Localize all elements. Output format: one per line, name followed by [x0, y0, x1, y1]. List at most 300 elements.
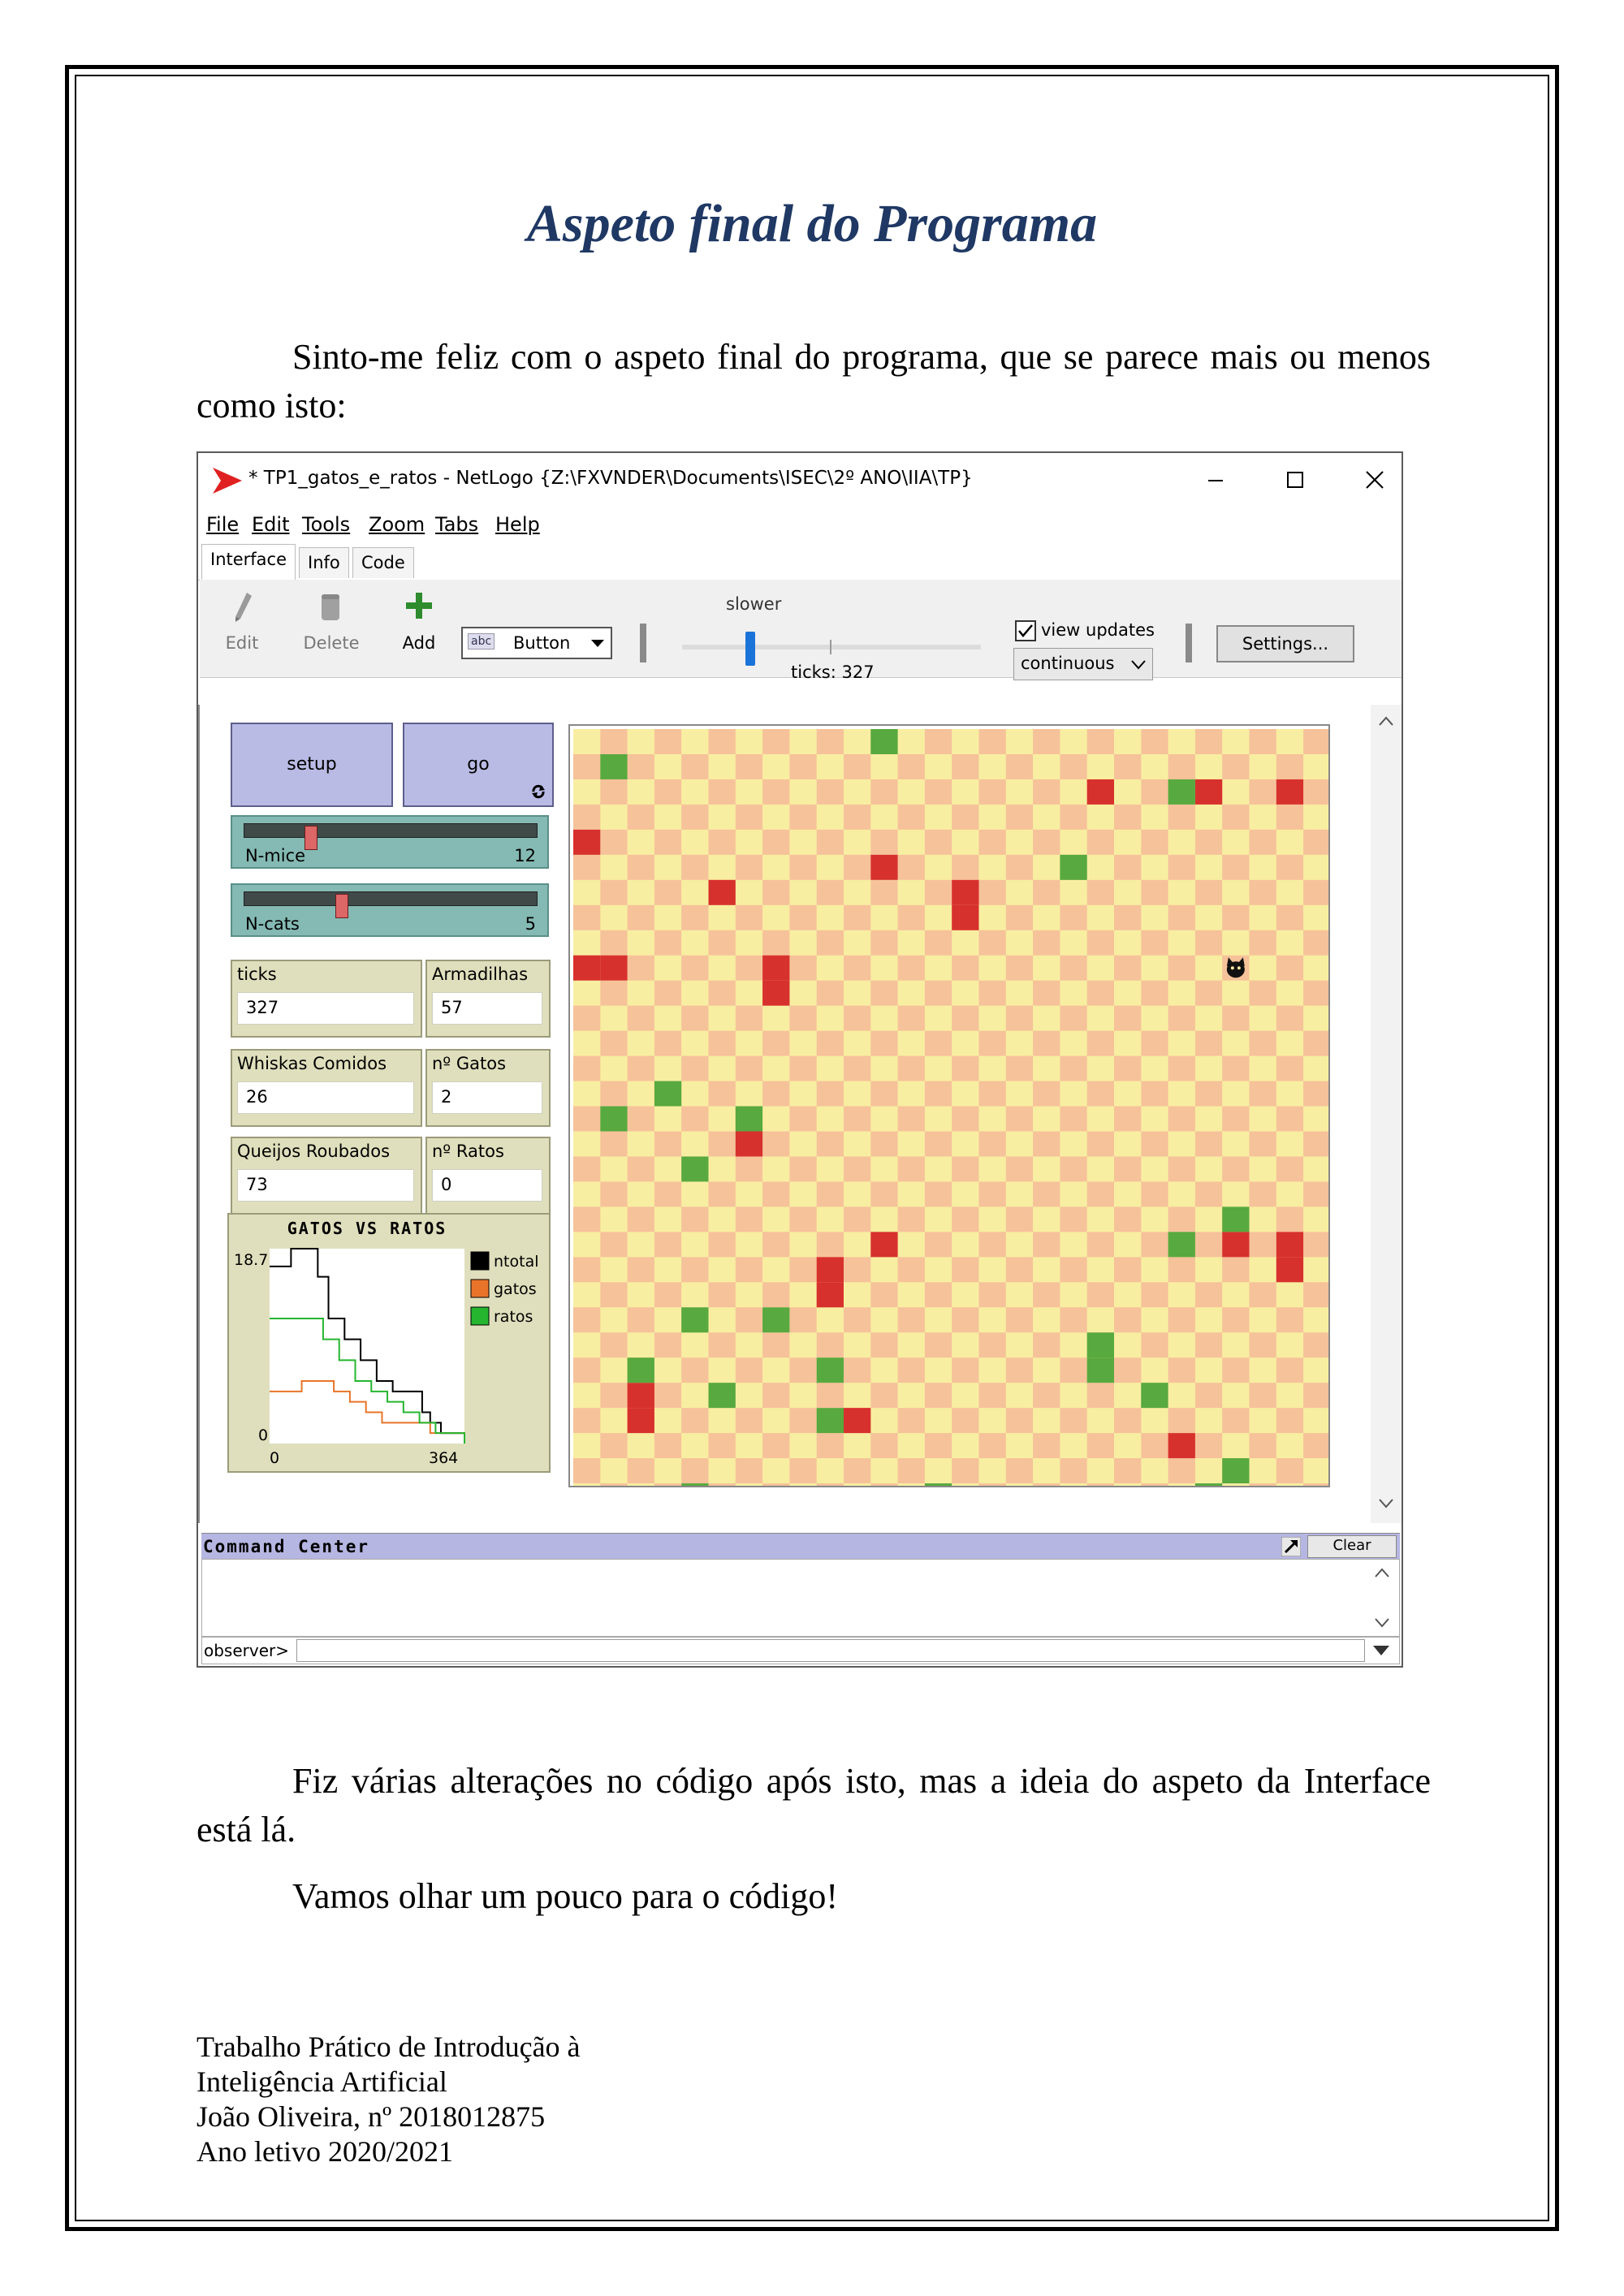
patch: [654, 1483, 682, 1486]
slider-track: [244, 823, 538, 838]
menu-tools[interactable]: Tools: [302, 513, 351, 536]
patch: [654, 1132, 682, 1157]
patch: [628, 855, 655, 880]
patch: [1250, 855, 1277, 880]
settings-button[interactable]: Settings...: [1216, 625, 1354, 662]
patch: [1114, 1483, 1142, 1486]
patch: [844, 1107, 871, 1132]
trap-patch: [762, 981, 789, 1006]
command-input[interactable]: [296, 1639, 1365, 1662]
patch: [681, 1081, 709, 1107]
patch: [1168, 855, 1196, 880]
view-updates-checkbox[interactable]: [1015, 620, 1036, 641]
patch: [628, 1307, 655, 1332]
patch: [870, 1458, 898, 1483]
patch: [844, 1257, 871, 1282]
patch: [600, 1181, 628, 1206]
patch: [979, 930, 1007, 956]
patch: [1222, 855, 1250, 880]
patch: [925, 905, 952, 930]
patch: [573, 1031, 601, 1056]
patch: [898, 855, 926, 880]
patch: [573, 1132, 601, 1157]
patch: [681, 1383, 709, 1408]
patch: [1250, 1031, 1277, 1056]
patch: [709, 779, 736, 805]
patch: [844, 1006, 871, 1031]
patch: [681, 729, 709, 754]
monitor-value: 327: [237, 992, 414, 1025]
patch: [1276, 1357, 1304, 1383]
tab-info[interactable]: Info: [299, 547, 349, 578]
patch: [1303, 1006, 1328, 1031]
patch: [898, 905, 926, 930]
patch: [654, 981, 682, 1006]
patch: [1303, 1056, 1328, 1081]
patch: [1114, 729, 1142, 754]
patch: [844, 1307, 871, 1332]
patch: [1168, 1332, 1196, 1357]
patch: [1303, 729, 1328, 754]
world-view[interactable]: [568, 724, 1330, 1487]
patch: [573, 1206, 601, 1232]
patch: [870, 1383, 898, 1408]
minimize-icon[interactable]: [1190, 461, 1239, 498]
patch: [709, 1031, 736, 1056]
patch: [1114, 1232, 1142, 1257]
legend-swatch: [471, 1307, 489, 1325]
patch: [925, 1107, 952, 1132]
patch: [736, 1156, 763, 1181]
patch: [789, 729, 817, 754]
patch: [573, 1056, 601, 1081]
patch: [736, 956, 763, 981]
tab-code[interactable]: Code: [352, 547, 414, 578]
patch: [1006, 981, 1034, 1006]
patch: [1222, 1307, 1250, 1332]
patch: [789, 805, 817, 830]
patch: [1141, 1156, 1168, 1181]
patch: [789, 1181, 817, 1206]
patch: [762, 729, 790, 754]
patch: [1141, 1307, 1168, 1332]
slider-thumb[interactable]: [335, 894, 348, 918]
patch: [1222, 1433, 1250, 1458]
patch: [654, 729, 682, 754]
patch: [1087, 1181, 1115, 1206]
x-tick-label: 0: [270, 1449, 280, 1467]
edit-button[interactable]: Edit: [225, 633, 259, 653]
patch: [1168, 1081, 1196, 1107]
patch: [1006, 1181, 1034, 1206]
patch: [1303, 1181, 1328, 1206]
patch: [709, 1107, 736, 1132]
menu-tabs[interactable]: Tabs: [435, 513, 479, 536]
patch: [1006, 1232, 1034, 1257]
patch: [600, 1383, 628, 1408]
patch: [681, 905, 709, 930]
patch: [762, 1006, 790, 1031]
patch: [1141, 855, 1168, 880]
patch: [600, 1031, 628, 1056]
trap-patch: [628, 1408, 654, 1433]
patch: [1006, 1031, 1034, 1056]
patch: [952, 1483, 979, 1486]
legend-label: ntotal: [494, 1253, 539, 1271]
trap-patch: [844, 1408, 870, 1433]
patch: [573, 981, 601, 1006]
patch: [654, 1282, 682, 1307]
patch: [1250, 805, 1277, 830]
patch: [952, 1081, 979, 1107]
patch: [979, 729, 1007, 754]
command-center-bar: [201, 1533, 1400, 1560]
patch: [628, 956, 655, 981]
patch: [654, 956, 682, 981]
patch: [762, 1181, 790, 1206]
patch: [1276, 1081, 1304, 1107]
patch: [789, 1357, 817, 1383]
patch: [925, 1006, 952, 1031]
patch: [709, 1081, 736, 1107]
menu-edit[interactable]: Edit: [252, 513, 290, 536]
patch: [1222, 1056, 1250, 1081]
patch: [681, 779, 709, 805]
patch: [1222, 729, 1250, 754]
close-icon[interactable]: [1350, 461, 1398, 498]
add-button[interactable]: Add: [402, 633, 436, 653]
patch: [925, 779, 952, 805]
patch: [1222, 830, 1250, 855]
patch: [1033, 1282, 1060, 1307]
patch: [844, 1433, 871, 1458]
patch: [817, 1458, 844, 1483]
patch: [925, 830, 952, 855]
widget-type-select[interactable]: [461, 627, 612, 659]
patch: [952, 830, 979, 855]
patch: [1060, 1458, 1087, 1483]
world-canvas[interactable]: [570, 726, 1328, 1486]
maximize-icon[interactable]: [1270, 461, 1319, 498]
menu-zoom[interactable]: Zoom: [369, 513, 425, 536]
patch: [870, 779, 898, 805]
patch: [789, 779, 817, 805]
patch: [628, 981, 655, 1006]
patch: [1114, 1107, 1142, 1132]
patch: [789, 1408, 817, 1433]
patch: [817, 1031, 844, 1056]
patch: [1222, 1408, 1250, 1433]
patch: [1276, 1006, 1304, 1031]
patch: [1276, 981, 1304, 1006]
patch: [1033, 1081, 1060, 1107]
patch: [1168, 1107, 1196, 1132]
patch: [736, 1081, 763, 1107]
patch: [1222, 880, 1250, 905]
patch: [870, 905, 898, 930]
patch: [1168, 1483, 1196, 1486]
patch: [709, 1483, 736, 1486]
patch: [1250, 1181, 1277, 1206]
patch: [1006, 1383, 1034, 1408]
patch: [1303, 754, 1328, 779]
patch: [573, 1181, 601, 1206]
patch: [1195, 1006, 1223, 1031]
patch: [1195, 1156, 1223, 1181]
patch: [979, 1458, 1007, 1483]
history-dropdown-icon[interactable]: [1371, 1644, 1391, 1657]
patch: [681, 1206, 709, 1232]
patch: [925, 1332, 952, 1357]
trap-patch: [628, 1383, 654, 1408]
patch: [1168, 1132, 1196, 1157]
tab-strip: [198, 544, 1402, 580]
patch: [628, 1156, 655, 1181]
patch: [979, 1132, 1007, 1157]
patch: [898, 1282, 926, 1307]
patch: [1033, 1357, 1060, 1383]
patch: [709, 956, 736, 981]
patch: [1276, 1458, 1304, 1483]
patch: [762, 1483, 790, 1486]
patch: [952, 729, 979, 754]
patch: [600, 855, 628, 880]
menu-help[interactable]: Help: [495, 513, 540, 536]
patch: [736, 1181, 763, 1206]
trap-patch: [736, 1132, 762, 1157]
patch: [1087, 1433, 1115, 1458]
patch: [925, 1181, 952, 1206]
patch: [870, 1056, 898, 1081]
monitor-whiskas-comidos: [231, 1049, 422, 1127]
patch: [654, 779, 682, 805]
speed-slider-thumb[interactable]: [745, 632, 755, 666]
patch: [1168, 1031, 1196, 1056]
patch: [1168, 1206, 1196, 1232]
title-bar: [198, 453, 1402, 508]
patch: [1250, 981, 1277, 1006]
patch: [1276, 1181, 1304, 1206]
patch: [952, 1006, 979, 1031]
patch: [736, 1031, 763, 1056]
patch: [1168, 1307, 1196, 1332]
patch: [628, 830, 655, 855]
patch: [898, 1383, 926, 1408]
patch: [1114, 779, 1142, 805]
speed-slider-track[interactable]: [682, 645, 981, 650]
patch: [817, 1332, 844, 1357]
setup-button[interactable]: setup: [231, 723, 393, 807]
patch: [1006, 1483, 1034, 1486]
patch: [1006, 1107, 1034, 1132]
command-input-row: [201, 1637, 1400, 1664]
scroll-down-icon[interactable]: [1375, 1618, 1389, 1628]
patch: [1195, 1332, 1223, 1357]
patch: [1087, 930, 1115, 956]
patch: [1303, 1081, 1328, 1107]
patch: [762, 1282, 790, 1307]
cheese-patch: [736, 1107, 762, 1132]
patch: [844, 1132, 871, 1157]
patch: [1222, 905, 1250, 930]
patch: [870, 1206, 898, 1232]
patch: [979, 981, 1007, 1006]
cheese-patch: [681, 1156, 708, 1181]
patch: [952, 1056, 979, 1081]
patch: [681, 754, 709, 779]
patch: [925, 930, 952, 956]
scroll-up-icon[interactable]: [1375, 1568, 1389, 1577]
patch: [870, 1257, 898, 1282]
delete-button[interactable]: Delete: [303, 633, 360, 653]
toolbar: [200, 580, 1402, 682]
patch: [1195, 905, 1223, 930]
patch: [654, 754, 682, 779]
patch: [1087, 830, 1115, 855]
patch: [979, 779, 1007, 805]
patch: [1303, 1206, 1328, 1232]
patch: [654, 1156, 682, 1181]
patch: [654, 1357, 682, 1383]
patch: [1195, 1282, 1223, 1307]
patch: [600, 905, 628, 930]
n-mice-slider[interactable]: [231, 815, 549, 869]
patch: [1033, 1483, 1060, 1486]
update-mode-select[interactable]: [1013, 648, 1153, 680]
patch: [925, 855, 952, 880]
patch: [1276, 754, 1304, 779]
patch: [736, 1483, 763, 1486]
patch: [1114, 1282, 1142, 1307]
patch: [1250, 1433, 1277, 1458]
patch: [1222, 1257, 1250, 1282]
patch: [1114, 880, 1142, 905]
patch: [817, 1483, 844, 1486]
footer: [197, 2030, 581, 2169]
patch: [979, 1483, 1007, 1486]
tab-interface[interactable]: Interface: [201, 544, 296, 580]
patch: [1222, 779, 1250, 805]
patch: [870, 1081, 898, 1107]
patch: [1168, 1282, 1196, 1307]
observer-prompt[interactable]: observer>: [204, 1641, 289, 1660]
patch: [979, 1181, 1007, 1206]
patch: [898, 1031, 926, 1056]
go-button[interactable]: [403, 723, 554, 807]
menu-file[interactable]: File: [206, 513, 240, 536]
n-cats-slider[interactable]: [231, 883, 549, 937]
patch: [628, 1031, 655, 1056]
clear-button[interactable]: Clear: [1307, 1535, 1397, 1558]
patch: [736, 1408, 763, 1433]
patch: [1141, 830, 1168, 855]
expand-icon[interactable]: [1281, 1537, 1301, 1556]
patch: [628, 880, 655, 905]
patch: [817, 1081, 844, 1107]
patch: [762, 905, 790, 930]
patch: [1250, 1056, 1277, 1081]
legend-label: gatos: [494, 1280, 537, 1298]
patch: [925, 1408, 952, 1433]
patch: [1250, 779, 1277, 805]
patch: [1114, 1307, 1142, 1332]
patch: [1060, 1257, 1087, 1282]
patch: [1033, 1031, 1060, 1056]
patch: [654, 855, 682, 880]
patch: [573, 1408, 601, 1433]
patch: [628, 1257, 655, 1282]
patch: [628, 805, 655, 830]
trash-icon: [318, 591, 343, 624]
monitor-value: 73: [237, 1169, 414, 1202]
monitor-label: Armadilhas: [432, 965, 529, 984]
patch: [628, 905, 655, 930]
patch: [1141, 754, 1168, 779]
patch: [628, 779, 655, 805]
patch: [1033, 779, 1060, 805]
patch: [1141, 1357, 1168, 1383]
cheese-patch: [1222, 1206, 1249, 1232]
patch: [1006, 1458, 1034, 1483]
patch: [925, 1282, 952, 1307]
add-icon: [404, 591, 434, 620]
patch: [1114, 1006, 1142, 1031]
patch: [628, 729, 655, 754]
trap-patch: [762, 956, 789, 981]
patch: [1006, 805, 1034, 830]
patch: [952, 1181, 979, 1206]
patch: [898, 805, 926, 830]
plot-area: [270, 1249, 464, 1444]
cheese-patch: [628, 1357, 654, 1383]
patch: [709, 729, 736, 754]
monitor-label: nº Gatos: [432, 1054, 507, 1073]
patch: [709, 1357, 736, 1383]
scroll-down-icon[interactable]: [1379, 1499, 1393, 1508]
slider-value: 5: [525, 914, 536, 934]
patch: [925, 1458, 952, 1483]
patch: [1087, 1156, 1115, 1181]
patch: [762, 1408, 790, 1433]
patch: [1303, 1156, 1328, 1181]
patch: [1087, 1056, 1115, 1081]
patch: [925, 1031, 952, 1056]
interface-scrollbar[interactable]: [1371, 705, 1402, 1523]
patch: [573, 779, 601, 805]
patch: [1222, 1483, 1250, 1486]
patch: [1303, 1408, 1328, 1433]
patch: [1276, 956, 1304, 981]
patch: [1114, 1433, 1142, 1458]
patch: [1033, 1257, 1060, 1282]
monitor-value: 2: [432, 1081, 542, 1114]
patch: [654, 1307, 682, 1332]
patch: [654, 930, 682, 956]
patch: [654, 830, 682, 855]
cheese-patch: [1087, 1332, 1114, 1357]
slider-thumb[interactable]: [304, 826, 317, 850]
patch: [898, 930, 926, 956]
patch: [1168, 729, 1196, 754]
patch: [736, 1232, 763, 1257]
intro-paragraph: Sinto-me feliz com o aspeto final do programa, que se parece mais ou menos como isto:: [197, 337, 1431, 425]
patch: [1222, 1282, 1250, 1307]
patch: [1141, 1433, 1168, 1458]
patch: [1195, 880, 1223, 905]
patch: [925, 956, 952, 981]
patch: [789, 1081, 817, 1107]
scroll-up-icon[interactable]: [1379, 716, 1393, 726]
